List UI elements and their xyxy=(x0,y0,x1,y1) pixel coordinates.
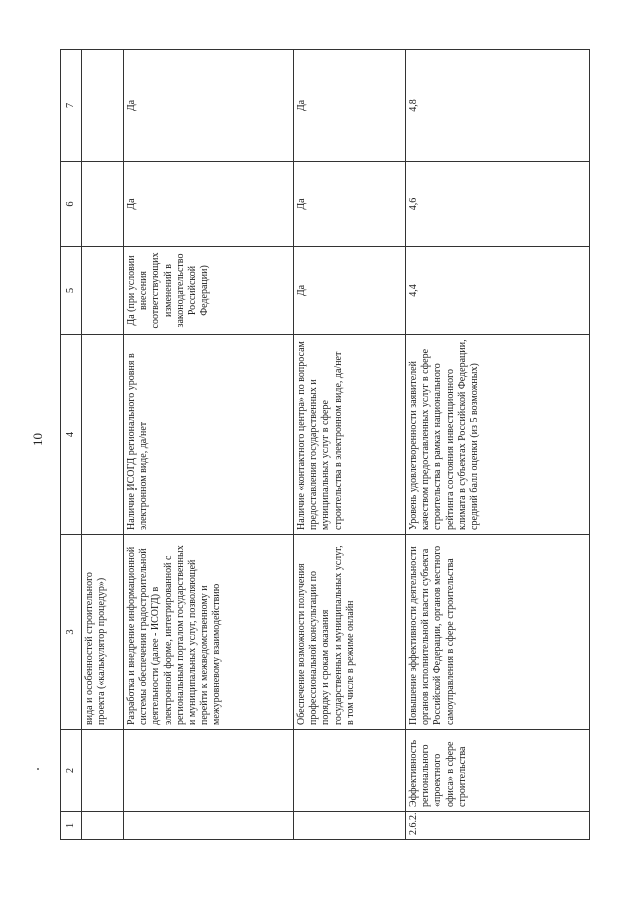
header-cell: 4 xyxy=(61,335,82,535)
header-row xyxy=(61,50,82,840)
cell-indicator-name xyxy=(124,730,294,812)
table-row xyxy=(294,50,406,840)
cell-indicator-name xyxy=(82,730,124,812)
cell-indicator-name xyxy=(294,730,406,812)
page-number: 10 xyxy=(30,433,45,446)
indicator-table xyxy=(60,49,590,840)
cell-measures: Обеспечение возможности получения профессиональной консультации по порядку и срокам оказания государственных и муниципальных услуг, в том числе в режиме онлайн xyxy=(294,535,406,730)
cell-value-5: Да xyxy=(294,247,406,335)
cell-measures: Разработка и внедрение информационной системы обеспечения градостроительной деятельности (далее - ИСОГД) в электронной форме, интегрированной с региональным порталом государственных и муниципальных услуг, позволяющей перейти к межведомственному и межуровневому взаимодействию xyxy=(124,535,294,730)
cell-value-7 xyxy=(82,50,124,162)
cell-value-6: 4,6 xyxy=(406,162,590,247)
table-row xyxy=(124,50,294,840)
cell-value-5 xyxy=(82,247,124,335)
cell-number: 2.6.2. xyxy=(406,812,590,840)
cell-value-5: 4,4 xyxy=(406,247,590,335)
cell-indicator: Наличие «контактного центра» по вопросам предоставления государственных и муниципальных услуг в сфере строительства в электронном виде, да/нет xyxy=(294,335,406,535)
cell-number xyxy=(82,812,124,840)
cell-indicator-name: Эффективность регионального «проектного офиса» в сфере строительства xyxy=(406,730,590,812)
cell-indicator: Наличие ИСОГД регионального уровня в электронном виде, да/нет xyxy=(124,335,294,535)
cell-value-6: Да xyxy=(124,162,294,247)
cell-indicator: Уровень удовлетворенности заявителей качеством предоставленных услуг в сфере строительства в рамках национального рейтинга состояния инвестиционного климата в субъектах Российской Федерации, средний балл оценки (из 5 возможных) xyxy=(406,335,590,535)
cell-measures: вида и особенностей строительного проекта («калькулятор процедур») xyxy=(82,535,124,730)
header-cell: 7 xyxy=(61,50,82,162)
table-row xyxy=(406,50,590,840)
cell-indicator xyxy=(82,335,124,535)
header-cell: 6 xyxy=(61,162,82,247)
cell-value-5: Да (при условии внесения соответствующих изменений в законодательство Российской Федерации) xyxy=(124,247,294,335)
cell-value-6 xyxy=(82,162,124,247)
header-cell: 3 xyxy=(61,535,82,730)
cell-value-6: Да xyxy=(294,162,406,247)
header-cell: 2 xyxy=(61,730,82,812)
cell-value-7: 4,8 xyxy=(406,50,590,162)
cell-number xyxy=(294,812,406,840)
rotated-table-container xyxy=(60,50,590,840)
cell-number xyxy=(124,812,294,840)
header-cell: 1 xyxy=(61,812,82,840)
header-cell: 5 xyxy=(61,247,82,335)
cell-value-7: Да xyxy=(294,50,406,162)
scan-speck xyxy=(37,768,39,770)
table-row xyxy=(82,50,124,840)
cell-measures: Повышение эффективности деятельности органов исполнительной власти субъекта Российской Федерации, органов местного самоуправления в сфере строительства xyxy=(406,535,590,730)
cell-value-7: Да xyxy=(124,50,294,162)
